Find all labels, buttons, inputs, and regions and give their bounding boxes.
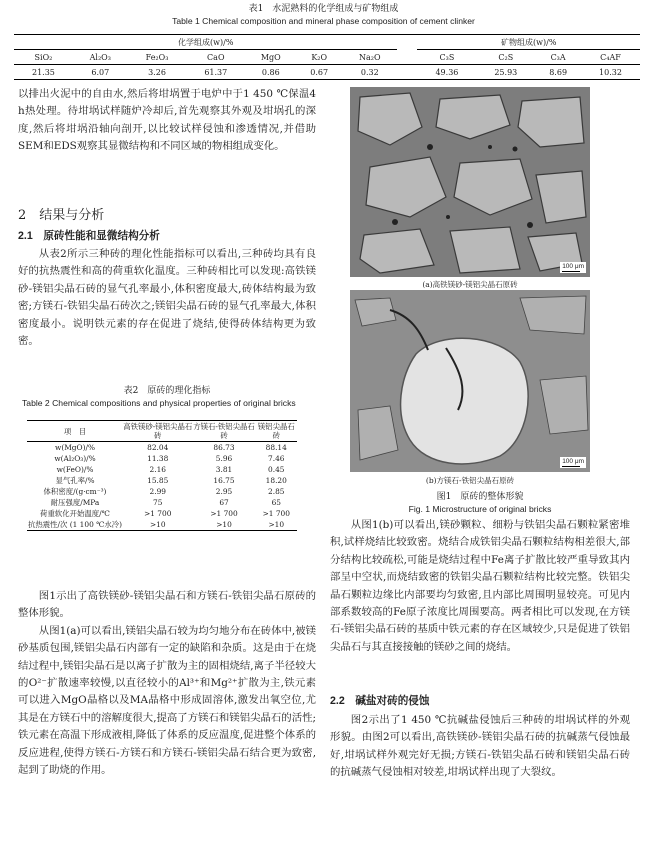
table2-cell: >1 700 bbox=[144, 509, 172, 518]
table1-header: Na₂O bbox=[359, 52, 381, 62]
left-para3: 图1示出了高铁镁砂-镁铝尖晶石和方镁石-铁铝尖晶石原砖的整体形貌。 bbox=[18, 590, 316, 620]
figure1a-micrograph bbox=[350, 87, 590, 277]
table2-col-header: 高铁镁砂-镁铝尖晶石砖 bbox=[123, 422, 193, 440]
table2-item: 显气孔率/% bbox=[55, 476, 95, 485]
table2-cell: 86.73 bbox=[213, 443, 235, 452]
table2-cell: 0.45 bbox=[268, 465, 285, 474]
table2-item: 荷重软化开始温度/℃ bbox=[40, 509, 110, 518]
right-para1: 从图1(b)可以看出,镁砂颗粒、细粉与铁铝尖晶石颗粒紧密堆积,试样烧结比较致密。烧结合成铁铝尖晶石颗粒结构相差很大,部分结构比较疏松,可能是烧结过程中Fe离子扩散比较严重导致其内部呈中空状,而烧结致密的铁铝尖晶石颗粒结构比较完整。铁铝尖晶石颗粒边缘比内部要均匀致密,且内部比周围明显较亮。可见内部系数较高的Fe原子浓度比周围要高。两者相比可以发现,在方镁石-镁铝尖晶石砖的基质中铁元素的存在区域较少,只是促进了铁铝尖晶石与其直接接触的镁砂之间的烧结。 bbox=[330, 519, 630, 653]
table1-header: C₃S bbox=[439, 52, 455, 62]
table2-header-row bbox=[27, 421, 297, 442]
section-2-1-heading: 2.1 原砖性能和显微结构分析 bbox=[18, 230, 160, 242]
table2-item: 体积密度/(g·cm⁻³) bbox=[43, 487, 107, 496]
table1-cell: 0.86 bbox=[261, 67, 280, 77]
right-para1-block bbox=[330, 517, 630, 656]
table1-cell: 10.32 bbox=[599, 67, 622, 77]
figure1a-scale-bar bbox=[560, 262, 586, 273]
table2-cell: 75 bbox=[153, 498, 163, 507]
table1-cell: 0.32 bbox=[360, 67, 379, 77]
figure1a-caption: (a)高铁镁砂-镁铝尖晶石原砖 bbox=[422, 280, 518, 289]
section-2-2-heading: 2.2 碱盐对砖的侵蚀 bbox=[330, 695, 430, 707]
table2-row bbox=[27, 519, 297, 531]
left-para2-block bbox=[18, 246, 316, 350]
table1-header: Fe₂O₃ bbox=[145, 52, 169, 62]
table1-cell: 6.07 bbox=[91, 67, 110, 77]
table2-row bbox=[27, 475, 297, 486]
table2-cell: 15.85 bbox=[147, 476, 169, 485]
table1-cell: 25.93 bbox=[494, 67, 518, 77]
table2-cell: 67 bbox=[219, 498, 229, 507]
table2-cell: 3.81 bbox=[215, 465, 233, 474]
table2-item: 抗热震性/次 (1 100 ℃水冷) bbox=[27, 520, 123, 529]
table2-title-en: Table 2 Chemical compositions and physical properties of original bricks bbox=[22, 398, 296, 408]
table1-header: C₃A bbox=[550, 52, 566, 62]
section-2-heading: 2 结果与分析 bbox=[18, 208, 105, 223]
table1-header: C₂S bbox=[498, 52, 514, 62]
left-para2: 从表2所示三种砖的理化性能指标可以看出,三种砖均具有良好的抗热震性和高的荷重软化温度。三种砖相比可以发现:高铁镁砂-镁铝尖晶石砖的显气孔率最小,体积密度最大,砖体结构最为致密;方镁石-铁铝尖晶石砖次之;镁铝尖晶石砖的显气孔率最大,体积密度最小。说明铁元素的存在促进了烧结,使得砖体结构更为致密。 bbox=[18, 248, 316, 348]
table1-title-cn: 表1 水泥熟料的化学组成与矿物组成 bbox=[248, 4, 399, 14]
table1-header: C₄AF bbox=[600, 52, 621, 62]
figure1a-scale-label: 100 μm bbox=[562, 263, 584, 270]
table1-cell: 49.36 bbox=[435, 67, 459, 77]
table2-row bbox=[27, 486, 297, 497]
table2-cell: >10 bbox=[268, 520, 285, 529]
left-para4: 从图1(a)可以看出,镁铝尖晶石较为均匀地分布在砖体中,被镁砂基质包围,镁铝尖晶石内部有一定的缺陷和杂质。这是由于在烧结过程中,镁铝尖晶石是以离子扩散为主的固相烧结,离子半径较大的O²⁻扩散速率较慢,以直径较小的Al³⁺和Mg²⁺扩散为主,铁元素可以进入MgO晶格以及MA晶格中形成固溶体,激发出氧空位,尤其是在方镁石中的溶解度很大,提高了方镁石和镁铝尖晶石的活性;铁元素在高温下形成液相,降低了体系的反应温度,促进整个体系的反应进程,使得方镁石-方镁石和方镁石-镁铝尖晶石结合更为致密,起到了助烧的作用。 bbox=[18, 624, 316, 777]
table1-header-row bbox=[14, 50, 640, 65]
figure1a-texture bbox=[350, 87, 590, 277]
table1-cell: 0.67 bbox=[310, 67, 329, 77]
table2-cell: 11.38 bbox=[147, 454, 169, 463]
table2-row bbox=[27, 508, 297, 519]
table2-cell: 82.04 bbox=[147, 443, 169, 452]
table2-item: 耐压强度/MPa bbox=[50, 498, 100, 507]
table2-item: w(FeO)/% bbox=[56, 465, 94, 474]
left-para1: 以排出火泥中的自由水,然后将坩埚置于电炉中于1 450 ℃保温4 h热处理。待坩埚试样随炉冷却后,首先观察其外观及坩埚孔的深度,然后将坩埚沿轴向剖开,以比较试样侵蚀和渗透情况,并借助SEM和EDS观察其显微结构和不同区域的物相组成变化。 bbox=[18, 88, 316, 153]
table1-title-en: Table 1 Chemical composition and mineral phase composition of cement clinker bbox=[172, 16, 475, 26]
table2-cell: 7.46 bbox=[268, 454, 285, 463]
table1-header: SiO₂ bbox=[34, 52, 53, 62]
table2-cell: >10 bbox=[216, 520, 232, 529]
table1 bbox=[14, 34, 640, 80]
table2-row bbox=[27, 453, 297, 464]
table2-col-item: 项 目 bbox=[63, 426, 87, 436]
table1-header: MgO bbox=[260, 52, 281, 62]
table2 bbox=[27, 420, 297, 531]
table1-header: CaO bbox=[207, 52, 225, 62]
table2-cell: 88.14 bbox=[265, 443, 287, 452]
table1-value-row bbox=[14, 65, 640, 80]
table1-header: K₂O bbox=[311, 52, 328, 62]
table1-cell: 61.37 bbox=[204, 67, 228, 77]
table1-cell: 8.69 bbox=[549, 67, 568, 77]
table1-cell: 21.35 bbox=[31, 67, 55, 77]
left-para1-block bbox=[18, 86, 316, 156]
table2-row bbox=[27, 464, 297, 475]
table1-group-chem: 化学组成(w)/% bbox=[14, 35, 397, 50]
table2-col-header: 方镁石-铁铝尖晶石砖 bbox=[193, 422, 255, 440]
figure1b-caption: (b)方镁石-铁铝尖晶石原砖 bbox=[425, 476, 515, 485]
table2-cell: 65 bbox=[271, 498, 281, 507]
figure1-caption-cn: 图1 原砖的整体形貌 bbox=[436, 492, 524, 502]
table2-row bbox=[27, 442, 297, 454]
table2-cell: >1 700 bbox=[262, 509, 290, 518]
right-para2: 图2示出了1 450 ℃抗碱盐侵蚀后三种砖的坩埚试样的外观形貌。由图2可以看出,高铁镁砂-镁铝尖晶石砖的抗碱蒸气侵蚀最好,坩埚试样外观完好无损;方镁石-铁铝尖晶石砖和镁铝尖晶石砖的抗碱蒸气侵蚀相对较差,坩埚试样出现了大裂纹。 bbox=[330, 714, 630, 779]
table2-cell: 2.95 bbox=[215, 487, 233, 496]
left-para3-block bbox=[18, 588, 316, 779]
table1-group-mineral: 矿物组成(w)/% bbox=[417, 35, 640, 50]
figure1b-texture bbox=[350, 290, 590, 472]
table2-cell: 16.75 bbox=[213, 476, 235, 485]
figure1b-scale-bar bbox=[560, 457, 586, 468]
table2-cell: 2.99 bbox=[149, 487, 166, 496]
figure1-caption-en: Fig. 1 Microstructure of original bricks bbox=[408, 504, 552, 514]
table2-cell: 2.85 bbox=[268, 487, 285, 496]
table2-cell: 5.96 bbox=[215, 454, 233, 463]
figure1b-micrograph bbox=[350, 290, 590, 472]
table1-header: Al₂O₃ bbox=[89, 52, 111, 62]
table2-title-cn: 表2 原砖的理化指标 bbox=[123, 386, 211, 396]
table2-cell: 18.20 bbox=[265, 476, 287, 485]
table2-item: w(Al₂O₃)/% bbox=[54, 454, 96, 463]
table2-col-header: 镁铝尖晶石砖 bbox=[257, 422, 295, 440]
figure1b-scale-label: 100 μm bbox=[562, 458, 584, 465]
table2-cell: >1 700 bbox=[210, 509, 238, 518]
table2-row bbox=[27, 497, 297, 508]
table2-cell: >10 bbox=[149, 520, 166, 529]
table1-cell: 3.26 bbox=[148, 67, 166, 77]
table2-cell: 2.16 bbox=[149, 465, 166, 474]
right-para2-block bbox=[330, 712, 630, 782]
table2-item: w(MgO)/% bbox=[55, 443, 95, 452]
